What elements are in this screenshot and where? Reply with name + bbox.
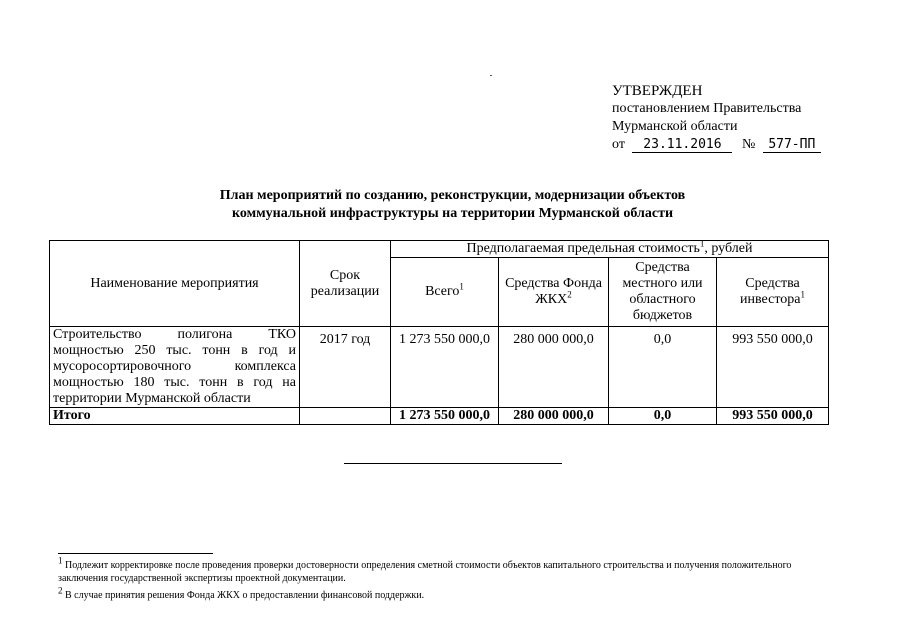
approval-line-1: постановлением Правительства	[612, 101, 802, 116]
approval-heading: УТВЕРЖДЕН	[612, 83, 703, 99]
approval-date: 23.11.2016	[632, 137, 732, 153]
title-line-1: План мероприятий по созданию, реконструкции, модернизации объектов	[219, 188, 686, 203]
row-local: 0,0	[609, 327, 717, 408]
number-label: №	[741, 137, 756, 152]
header-local: Средства местного или областного бюджетов	[609, 258, 717, 327]
footnote-2	[58, 585, 818, 602]
header-term: Срок реализации	[300, 241, 391, 327]
totals-term	[300, 408, 391, 425]
title-line-2: коммунальной инфраструктуры на территории Мурманской области	[231, 206, 674, 221]
footnote-1	[58, 555, 818, 585]
from-label: от	[612, 137, 625, 152]
totals-local: 0,0	[609, 408, 717, 425]
footnote-rule	[58, 553, 213, 554]
row-total: 1 273 550 000,0	[391, 327, 499, 408]
header-total: Всего$^1$	[391, 258, 499, 327]
header-name: Наименование мероприятия	[50, 241, 300, 327]
totals-fund: 280 000 000,0	[499, 408, 609, 425]
scan-speck	[490, 75, 492, 76]
row-fund: 280 000 000,0	[499, 327, 609, 408]
header-investor: Средства инвестора$^1$	[717, 258, 829, 327]
totals-total: 1 273 550 000,0	[391, 408, 499, 425]
totals-label: Итого	[50, 408, 300, 425]
approval-date-line	[612, 136, 821, 154]
totals-row	[50, 408, 829, 425]
row-term: 2017 год	[300, 327, 391, 408]
approval-stamp	[612, 82, 821, 154]
footnote-1-text: Подлежит корректировке после проведения проверки достоверности определения сметной стоимости объектов капитального строительства и получения положительного заключения государственной экспертизы проектной документации.	[58, 560, 792, 584]
totals-investor: 993 550 000,0	[717, 408, 829, 425]
approval-number: 577-ПП	[763, 137, 821, 153]
header-row-1	[50, 241, 829, 258]
footnote-1-mark: 1	[58, 555, 63, 566]
header-cost-group: Предполагаемая предельная стоимость$^1$, рублей	[391, 241, 829, 258]
footnote-2-text: В случае принятия решения Фонда ЖКХ о предоставлении финансовой поддержки.	[65, 590, 425, 601]
approval-line-2: Мурманской области	[612, 119, 738, 134]
measures-table	[49, 240, 829, 425]
footnote-2-mark: 2	[58, 585, 63, 596]
row-investor: 993 550 000,0	[717, 327, 829, 408]
document-title	[0, 187, 905, 223]
separator-line	[344, 463, 562, 464]
table-row	[50, 327, 829, 408]
header-fund: Средства Фонда ЖКХ$^2$	[499, 258, 609, 327]
row-name: Строительство полигона ТКО мощностью 250 тыс. тонн в год и мусоросортировочного комплекса мощностью 180 тыс. тонн в год на территории Мурманской области	[50, 327, 300, 408]
